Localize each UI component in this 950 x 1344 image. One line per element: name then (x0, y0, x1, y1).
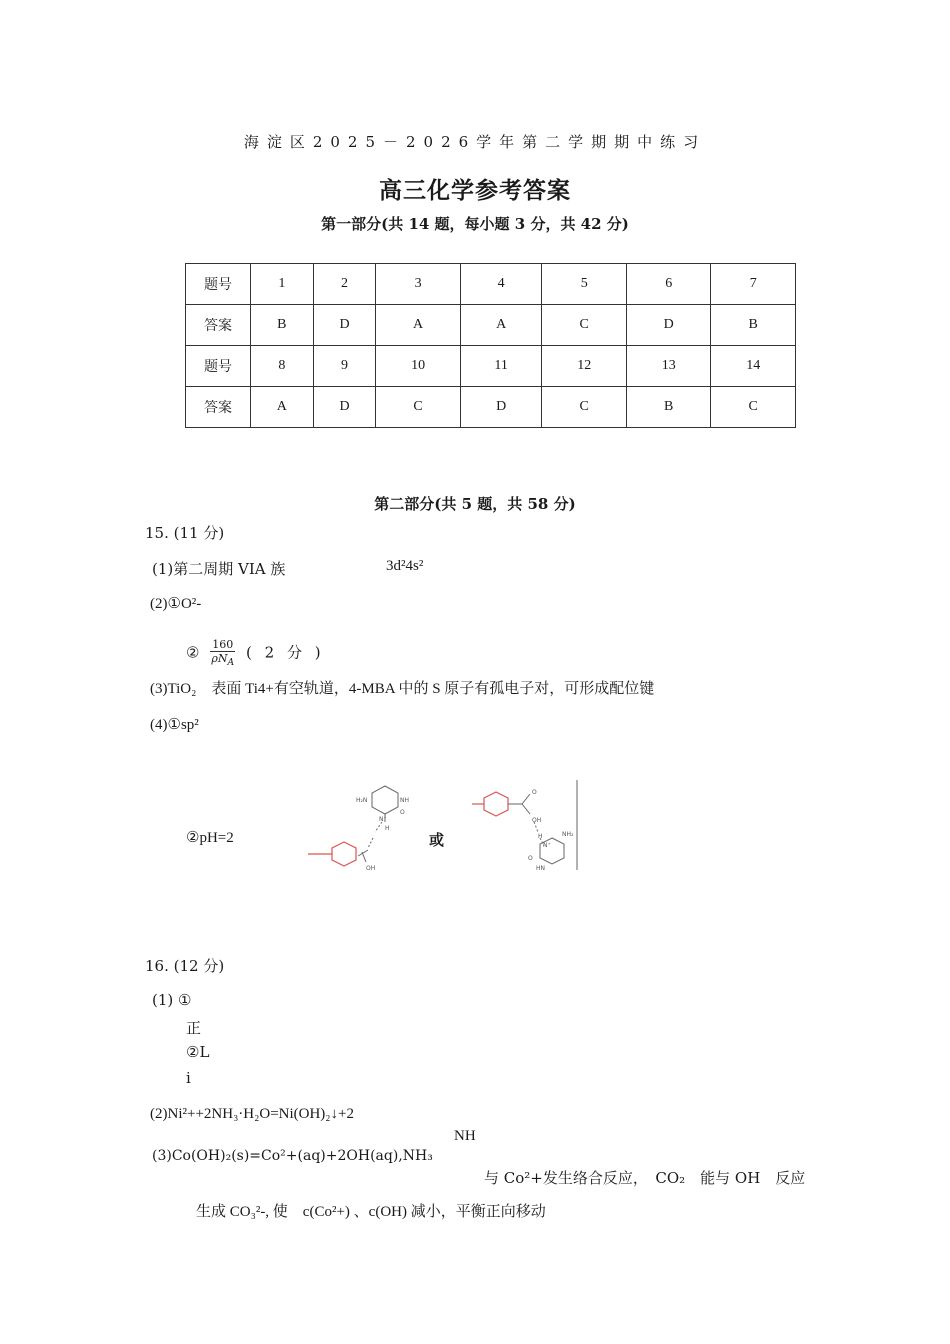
exam-header: 海淀区2025－2026学年第二学期期中练习 (243, 133, 707, 151)
table-cell: C (542, 305, 627, 346)
or-connector: 或 (429, 832, 445, 849)
q16-1-answer: 正 (186, 1019, 202, 1037)
answer-table (185, 263, 796, 428)
part1-heading: 第一部分(共 14 题，每小题 3 分，共 42 分) (321, 215, 629, 233)
atom-label: NH (400, 797, 409, 804)
q15-3-answer: (3)TiO₂ 表面 Ti4+有空轨道，4-MBA 中的 S 原子有孤电子对，可形成配位键 (150, 681, 655, 697)
table-cell: A (460, 305, 542, 346)
q15-1-answer: (1)第二周期 VIA 族 (152, 560, 286, 578)
atom-label: H (538, 833, 543, 840)
score-note: ( 2 分 ) (246, 643, 325, 662)
table-cell: 4 (460, 264, 542, 305)
table-cell: A (376, 305, 461, 346)
q15-2-answer: (2)①O²- (150, 596, 202, 612)
row-label: 题号 (186, 264, 251, 305)
fraction-denominator: $\rho N_A$ (211, 652, 235, 669)
q15-1-config: 3d²4s² (386, 558, 424, 574)
table-cell: 7 (711, 264, 796, 305)
atom-label: H₂N (356, 797, 368, 804)
q15-heading: 15. (11 分) (145, 524, 225, 542)
table-row (186, 387, 796, 428)
q16-1-label: (1) ① (152, 991, 192, 1009)
table-row (186, 264, 796, 305)
q15-4b-answer: ②pH=2 (186, 830, 234, 846)
table-cell: 9 (313, 346, 376, 387)
q16-2-equation: (2)Ni²++2NH₃·H₂O=Ni(OH)₂↓+2 (150, 1106, 354, 1122)
table-cell: A (251, 387, 314, 428)
molecule-structure-2 (470, 780, 580, 875)
table-row (186, 346, 796, 387)
table-cell: 11 (460, 346, 542, 387)
table-cell: C (711, 387, 796, 428)
row-label: 答案 (186, 387, 251, 428)
table-cell: C (376, 387, 461, 428)
table-cell: C (542, 387, 627, 428)
table-cell: D (313, 387, 376, 428)
table-cell: D (313, 305, 376, 346)
table-cell: 6 (626, 264, 711, 305)
row-label: 答案 (186, 305, 251, 346)
table-cell: 2 (313, 264, 376, 305)
atom-label: OH (532, 817, 542, 824)
atom-label: NH₂ (562, 831, 574, 838)
atom-label: N⁺ (543, 842, 551, 849)
table-cell: 13 (626, 346, 711, 387)
table-cell: 12 (542, 346, 627, 387)
part2-heading: 第二部分(共 5 题，共 58 分) (374, 495, 576, 513)
q16-3-explanation: 与 Co²+发生络合反应， CO₂ 能与 OH 反应 (484, 1169, 806, 1187)
atom-label: H (385, 825, 390, 832)
table-cell: 10 (376, 346, 461, 387)
q16-1b-answer: i (186, 1069, 191, 1087)
q16-3-conclusion: 生成 CO₃²-, 使 c(Co²+) 、c(OH) 减小，平衡正向移动 (196, 1204, 546, 1220)
row-label: 题号 (186, 346, 251, 387)
q16-heading: 16. (12 分) (145, 957, 225, 975)
atom-label: N⁺ (379, 816, 387, 823)
table-cell: 1 (251, 264, 314, 305)
atom-label: O (532, 789, 537, 796)
fraction-numerator: 160 (212, 638, 234, 651)
q16-3-equation: (3)Co(OH)₂(s)=Co²+(aq)+2OH(aq),NH₃ (152, 1148, 433, 1164)
table-cell: D (460, 387, 542, 428)
table-cell: B (251, 305, 314, 346)
molecule-structure-1 (300, 780, 430, 875)
table-cell: B (711, 305, 796, 346)
atom-label: O (528, 855, 533, 862)
table-cell: B (626, 387, 711, 428)
atom-label: HN (536, 865, 545, 872)
circle-number: ② (186, 643, 200, 662)
table-cell: 8 (251, 346, 314, 387)
atom-label: O (400, 809, 405, 816)
fraction (210, 638, 235, 669)
table-cell: 14 (711, 346, 796, 387)
table-cell: 3 (376, 264, 461, 305)
table-cell: 5 (542, 264, 627, 305)
atom-label: OH (366, 865, 376, 872)
q16-2-equation-wrap: NH (454, 1128, 476, 1144)
q16-1b-label: ②L (186, 1043, 210, 1061)
table-row (186, 305, 796, 346)
table-cell: D (626, 305, 711, 346)
q15-2b-line (186, 638, 325, 669)
page-title: 高三化学参考答案 (379, 177, 571, 204)
q15-4-answer: (4)①sp² (150, 717, 199, 733)
